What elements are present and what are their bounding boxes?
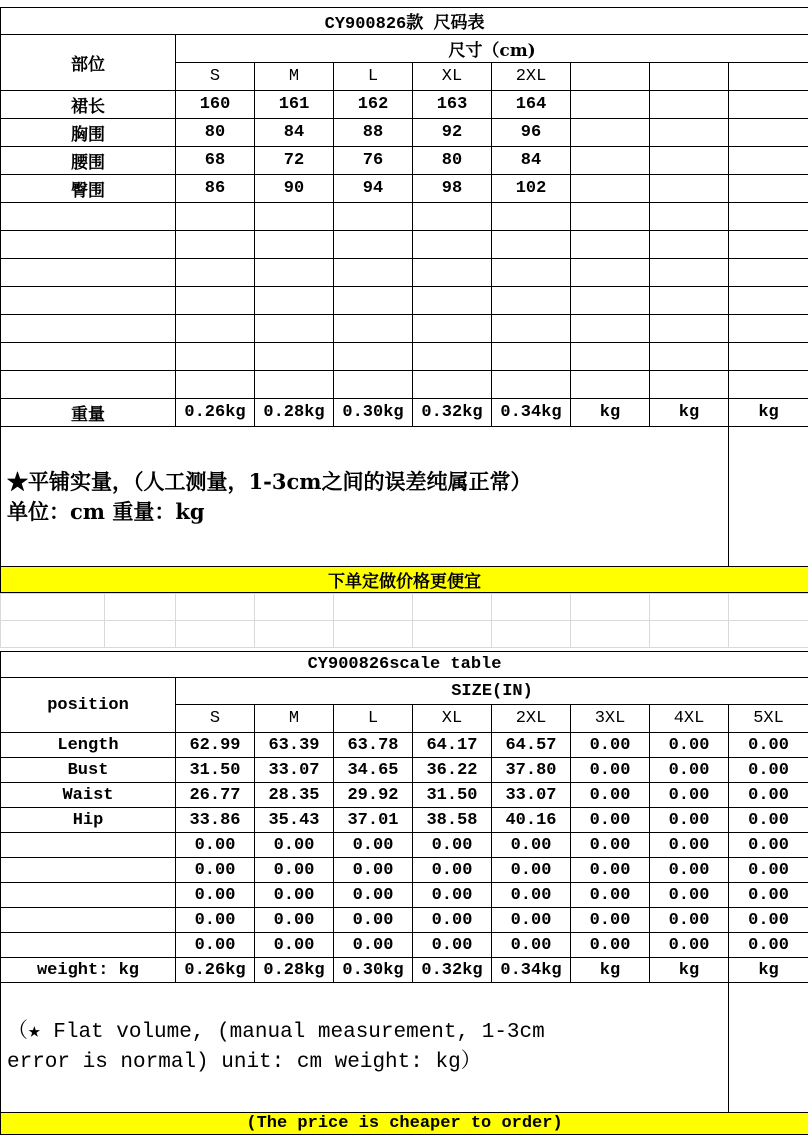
table-row <box>1 733 808 758</box>
cell: 0.00 <box>571 883 650 908</box>
cell <box>571 119 650 147</box>
cell: 0.00 <box>729 758 808 783</box>
cell: 0.00 <box>729 833 808 858</box>
cell <box>650 91 729 119</box>
cn-position-label: 部位 <box>1 35 176 91</box>
empty-row <box>1 203 808 231</box>
weight-cell: kg <box>729 958 808 983</box>
weight-cell: 0.32kg <box>413 399 492 427</box>
cell: 0.00 <box>492 858 571 883</box>
product-photo <box>729 983 730 1107</box>
cn-note-line1: ★平铺实量，（人工测量，1-3cm之间的误差纯属正常） <box>7 468 532 494</box>
size-header: 3XL <box>571 705 650 733</box>
size-header: L <box>334 63 413 91</box>
cell: 34.65 <box>334 758 413 783</box>
size-header: XL <box>413 705 492 733</box>
cell: 33.07 <box>255 758 334 783</box>
cell: 0.00 <box>571 808 650 833</box>
en-position-label: position <box>1 678 176 733</box>
cell: 64.17 <box>413 733 492 758</box>
cell: 0.00 <box>492 908 571 933</box>
row-label <box>1 933 176 958</box>
cell: 0.00 <box>729 933 808 958</box>
cell: 0.00 <box>413 883 492 908</box>
cell: 161 <box>255 91 334 119</box>
table-row <box>1 175 808 203</box>
cell <box>650 175 729 203</box>
weight-cell: kg <box>650 958 729 983</box>
cell: 29.92 <box>334 783 413 808</box>
en-note-line1: （★ Flat volume, (manual measurement, 1-3cm <box>7 1020 545 1044</box>
cell: 0.00 <box>255 833 334 858</box>
weight-cell: 0.30kg <box>334 399 413 427</box>
weight-label: weight: kg <box>1 958 176 983</box>
cell: 72 <box>255 147 334 175</box>
cell: 76 <box>334 147 413 175</box>
size-header: M <box>255 705 334 733</box>
cell: 0.00 <box>492 883 571 908</box>
cell: 163 <box>413 91 492 119</box>
en-size-unit-label: SIZE(IN) <box>176 678 808 705</box>
cell <box>650 119 729 147</box>
size-header <box>571 63 650 91</box>
table-row <box>1 91 808 119</box>
size-header: M <box>255 63 334 91</box>
cell: 0.00 <box>650 908 729 933</box>
row-label: Hip <box>1 808 176 833</box>
cell: 0.00 <box>334 858 413 883</box>
cell: 0.00 <box>571 908 650 933</box>
cell: 84 <box>492 147 571 175</box>
en-note-line2: error is normal) unit: cm weight: kg） <box>7 1050 482 1074</box>
cell: 37.01 <box>334 808 413 833</box>
weight-cell: 0.26kg <box>176 399 255 427</box>
row-label: Waist <box>1 783 176 808</box>
cell: 0.00 <box>413 858 492 883</box>
row-label <box>1 858 176 883</box>
size-header: 4XL <box>650 705 729 733</box>
table-row <box>1 833 808 858</box>
cell: 0.00 <box>571 733 650 758</box>
size-header: 2XL <box>492 705 571 733</box>
cell <box>650 147 729 175</box>
cell: 63.78 <box>334 733 413 758</box>
cell: 0.00 <box>571 933 650 958</box>
cell: 35.43 <box>255 808 334 833</box>
weight-cell: kg <box>571 958 650 983</box>
weight-row <box>1 958 808 983</box>
cell: 0.00 <box>176 883 255 908</box>
cell: 0.00 <box>492 833 571 858</box>
cell: 33.86 <box>176 808 255 833</box>
empty-row <box>1 231 808 259</box>
cell <box>571 91 650 119</box>
cell: 80 <box>413 147 492 175</box>
cn-note <box>1 427 729 567</box>
cell: 38.58 <box>413 808 492 833</box>
cell <box>729 147 808 175</box>
cell: 0.00 <box>571 833 650 858</box>
cell: 84 <box>255 119 334 147</box>
cell: 0.00 <box>729 783 808 808</box>
cell: 0.00 <box>650 733 729 758</box>
cell: 0.00 <box>571 858 650 883</box>
row-label: Bust <box>1 758 176 783</box>
size-header: S <box>176 705 255 733</box>
empty-row <box>1 371 808 399</box>
empty-row <box>1 259 808 287</box>
cell: 0.00 <box>729 808 808 833</box>
cell: 0.00 <box>650 808 729 833</box>
en-note <box>1 983 729 1113</box>
empty-row <box>1 343 808 371</box>
cell: 0.00 <box>255 908 334 933</box>
cell: 0.00 <box>729 908 808 933</box>
en-price-banner: (The price is cheaper to order) <box>1 1113 808 1135</box>
table-row <box>1 858 808 883</box>
cell: 0.00 <box>650 783 729 808</box>
cell <box>571 175 650 203</box>
row-label: 胸围 <box>1 119 176 147</box>
cell: 0.00 <box>650 858 729 883</box>
cell: 0.00 <box>729 858 808 883</box>
table-row <box>1 147 808 175</box>
size-header: S <box>176 63 255 91</box>
cell: 0.00 <box>176 933 255 958</box>
cell: 31.50 <box>413 783 492 808</box>
cell: 98 <box>413 175 492 203</box>
weight-cell: 0.28kg <box>255 958 334 983</box>
cell: 0.00 <box>255 933 334 958</box>
cell: 90 <box>255 175 334 203</box>
cell: 0.00 <box>334 883 413 908</box>
cell: 31.50 <box>176 758 255 783</box>
cell: 80 <box>176 119 255 147</box>
cell: 64.57 <box>492 733 571 758</box>
size-header: 5XL <box>729 705 808 733</box>
weight-cell: kg <box>571 399 650 427</box>
row-label <box>1 908 176 933</box>
table-row <box>1 119 808 147</box>
cell <box>729 175 808 203</box>
row-label: 腰围 <box>1 147 176 175</box>
table-row <box>1 758 808 783</box>
table-row <box>1 783 808 808</box>
weight-row <box>1 399 808 427</box>
cell: 96 <box>492 119 571 147</box>
cell: 68 <box>176 147 255 175</box>
cell: 0.00 <box>650 758 729 783</box>
size-header: 2XL <box>492 63 571 91</box>
cell: 0.00 <box>176 908 255 933</box>
weight-label: 重量 <box>1 399 176 427</box>
cell: 33.07 <box>492 783 571 808</box>
cell: 40.16 <box>492 808 571 833</box>
cell: 164 <box>492 91 571 119</box>
empty-row <box>1 287 808 315</box>
spacer-grid <box>0 593 808 648</box>
cn-note-line2: 单位：cm 重量：kg <box>7 498 205 524</box>
en-title: CY900826scale table <box>1 652 808 678</box>
size-header: XL <box>413 63 492 91</box>
cell <box>729 119 808 147</box>
row-label: Length <box>1 733 176 758</box>
cell: 0.00 <box>334 933 413 958</box>
cell: 0.00 <box>255 883 334 908</box>
cell: 0.00 <box>650 883 729 908</box>
cell: 160 <box>176 91 255 119</box>
cell: 0.00 <box>650 833 729 858</box>
cn-price-banner: 下单定做价格更便宜 <box>1 567 808 593</box>
cell: 36.22 <box>413 758 492 783</box>
cell: 94 <box>334 175 413 203</box>
cn-title: CY900826款 尺码表 <box>1 8 808 35</box>
cell: 0.00 <box>413 933 492 958</box>
empty-row <box>1 315 808 343</box>
table-row <box>1 808 808 833</box>
product-photo <box>729 427 730 555</box>
cell: 88 <box>334 119 413 147</box>
cell: 92 <box>413 119 492 147</box>
row-label <box>1 883 176 908</box>
cell: 37.80 <box>492 758 571 783</box>
cell: 63.39 <box>255 733 334 758</box>
cell: 0.00 <box>729 733 808 758</box>
cell: 0.00 <box>413 908 492 933</box>
cell <box>729 91 808 119</box>
row-label <box>1 833 176 858</box>
weight-cell: 0.32kg <box>413 958 492 983</box>
size-header <box>650 63 729 91</box>
size-header <box>729 63 808 91</box>
cell: 0.00 <box>729 883 808 908</box>
cell: 162 <box>334 91 413 119</box>
cell: 0.00 <box>650 933 729 958</box>
cn-size-chart <box>0 7 808 593</box>
weight-cell: 0.28kg <box>255 399 334 427</box>
cell: 102 <box>492 175 571 203</box>
weight-cell: kg <box>650 399 729 427</box>
weight-cell: 0.26kg <box>176 958 255 983</box>
cell: 0.00 <box>334 833 413 858</box>
cell: 0.00 <box>176 833 255 858</box>
row-label: 臀围 <box>1 175 176 203</box>
weight-cell: 0.34kg <box>492 958 571 983</box>
cell: 86 <box>176 175 255 203</box>
cell: 0.00 <box>334 908 413 933</box>
table-row <box>1 883 808 908</box>
cell: 0.00 <box>571 758 650 783</box>
table-row <box>1 908 808 933</box>
cell: 62.99 <box>176 733 255 758</box>
cell: 26.77 <box>176 783 255 808</box>
row-label: 裙长 <box>1 91 176 119</box>
cell: 0.00 <box>492 933 571 958</box>
cell: 0.00 <box>413 833 492 858</box>
en-size-chart <box>0 651 808 1135</box>
cell: 0.00 <box>571 783 650 808</box>
cell: 0.00 <box>176 858 255 883</box>
cell <box>571 147 650 175</box>
table-row <box>1 933 808 958</box>
size-header: L <box>334 705 413 733</box>
weight-cell: 0.30kg <box>334 958 413 983</box>
cell: 28.35 <box>255 783 334 808</box>
weight-cell: 0.34kg <box>492 399 571 427</box>
cn-size-unit-label: 尺寸（cm) <box>176 35 808 63</box>
cell: 0.00 <box>255 858 334 883</box>
weight-cell: kg <box>729 399 808 427</box>
